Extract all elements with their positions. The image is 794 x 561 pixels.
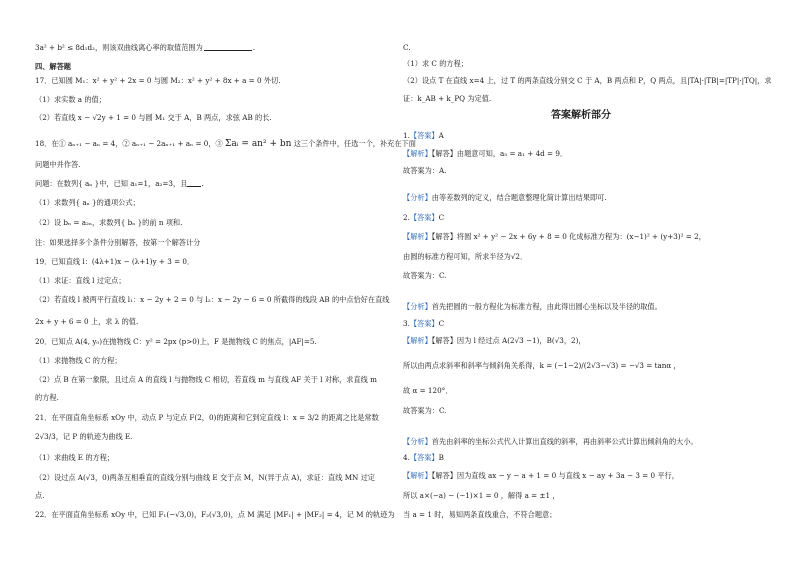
answer-tag: 【答案】 [409,453,439,462]
answer-3-conclusion: 故答案为：C. [403,406,447,415]
q19-stem: 19．已知直线 l：(4λ+1)x − (λ+1)y + 3 = 0． [35,257,195,266]
answer-tag: 【答案】 [409,319,439,328]
answer-1: 1.【答案】A [403,131,444,140]
q21-stem-cont: 2√3/3，记 P 的轨迹为曲线 E. [35,432,133,441]
q18-part2: （2）设 bₙ = a₂ₙ，求数列{ bₙ }的前 n 项和. [35,218,183,227]
answer-4: 4.【答案】B [403,453,444,462]
answer-tag: 【答案】 [409,213,439,222]
sum-formula: Σaᵢ = an² + bn [225,139,292,149]
answer-3: 3.【答案】C [403,319,445,328]
q22-part2: （2）设点 T 在直线 x=4 上，过 T 的两条直线分别交 C 于 A，B 两点和 P，Q 两点，且|TA|·|TB|=|TP|·|TQ|，求 [403,76,772,85]
answer-3-line2: 所以由两点求斜率和斜率与倾斜角关系得，k = (−1−2)/(2√3−√3) = −√3 = tanα ， [403,361,681,370]
answer-3-explain: 【分析】首先由斜率的坐标公式代入计算出直线的斜率，再由斜率公式计算出倾斜角的大小。 [403,437,698,446]
answer-1-conclusion: 故答案为：A. [403,166,447,175]
answer-2: 2.【答案】C [403,213,445,222]
answer-blank [204,50,252,51]
answer-4-analysis: 【解析】【解答】因为直线 ax − y − a + 1 = 0 与直线 x − ay + 3a − 3 = 0 平行， [403,471,679,480]
answer-3-line3: 故 α = 120°． [403,386,453,395]
q20-part2: （2）点 B 在第一象限，且过点 A 的直线 l 与抛物线 C 相切，若直线 m 与直线 AF 关于 l 对称，求直线 m [35,375,377,384]
answer-4-line2: 所以 a×(−a) − (−1)×1 = 0 ，解得 a = ±1 ， [403,491,560,500]
q18-note: 注：如果选择多个条件分别解答，按第一个解答计分 [35,238,201,247]
q20-part2-cont: 的方程. [35,393,59,402]
answer-section-title: 答案解析部分 [551,110,611,121]
q21-part1: （1）求曲线 E 的方程； [35,453,115,462]
q18-question: 问题：在数列{ aₙ }中，已知 a₁=1，a₂=3，且 . [35,179,204,188]
q20-stem: 20．已知点 A(4, y₀)在抛物线 C：y² = 2px (p>0)上，F 是抛物线 C 的焦点，|AF|=5. [35,337,317,346]
q19-part2: （2）若直线 l 被两平行直线 l₁：x − 2y + 2 = 0 与 l₂：x − 2y − 6 = 0 所截得的线段 AB 的中点恰好在直线 [35,295,390,304]
answer-2-line2: 由圆的标准方程可知，所求半径为√2． [403,252,528,261]
q17-stem: 17．已知圆 M₁：x² + y² + 2x = 0 与圆 M₂：x² + y² + 8x + a = 0 外切. [35,76,281,85]
q20-part1: （1）求抛物线 C 的方程； [35,356,122,365]
answer-3-analysis: 【解析】【解答】因为 l 经过点 A(2√3 −1)，B(√3，2)， [403,336,586,345]
q21-part2: （2）设过点 A(√3，0)两条互相垂直的直线分别与曲线 E 交于点 M，N(异于点 A)，求证：直线 MN 过定 [35,473,375,482]
answer-1-explain: 【分析】由等差数列的定义，结合题意整理化简计算出结果即可. [403,193,607,202]
q21-part2-cont: 点. [35,491,45,500]
q22-stem: 22．在平面直角坐标系 xOy 中，已知 F₁(−√3,0)，F₂(√3,0)，点 M 满足 |MF₁| + |MF₂| = 4，记 M 的轨迹为 [35,510,395,519]
q17-part1: （1）求实数 a 的值； [35,95,106,104]
q18-stem-cont: 问题中并作答. [35,160,81,169]
q19-part1: （1）求证：直线 l 过定点； [35,276,126,285]
q19-part2-cont: 2x + y + 6 = 0 上，求 λ 的值. [35,317,139,326]
q21-stem: 21．在平面直角坐标系 xOy 中，动点 P 与定点 F(2，0)的距离和它到定直线 l：x = 3/2 的距离之比是常数 [35,413,379,422]
q18-part1: （1）求数列{ aₙ }的通项公式； [35,198,140,207]
q18-stem: 18．在① aₙ₊₁ − aₙ = 4，② aₙ₊₁ − 2aₙ₊₁ + aₙ = 0，③ Σaᵢ = an² + bn 这三个条件中，任选一个，补充在下面 [35,139,416,149]
answer-tag: 【答案】 [409,131,439,140]
q22-part2-cont: 证：k_AB + k_PQ 为定值. [403,94,492,103]
q17-part2: （2）若直线 x − √2y + 1 = 0 与圆 M₁ 交于 A，B 两点，求弦 AB 的长. [35,113,272,122]
answer-2-explain: 【分析】首先把圆的一般方程化为标准方程，由此得出圆心坐标以及半径的取值。 [403,302,662,311]
q22-stem-cont: C. [403,43,411,52]
answer-2-analysis: 【解析】【解答】将圆 x² + y² − 2x + 6y + 8 = 0 化成标准方程为：(x−1)² + (y+3)² = 2， [403,232,706,241]
answer-1-analysis: 【解析】【解答】由题意可知，a₅ = a₁ + 4d = 9． [403,149,568,158]
intro-line: 3a² + b² ≤ 8d₁d₂，则该双曲线离心率的取值范围为 . [35,43,256,52]
answer-4-line3: 当 a = 1 时，易知两条直线重合，不符合题意； [403,510,557,519]
section-heading: 四、解答题 [35,62,71,71]
answer-2-conclusion: 故答案为：C. [403,271,447,280]
answer-blank [187,186,201,187]
q22-part1: （1）求 C 的方程； [403,59,468,68]
